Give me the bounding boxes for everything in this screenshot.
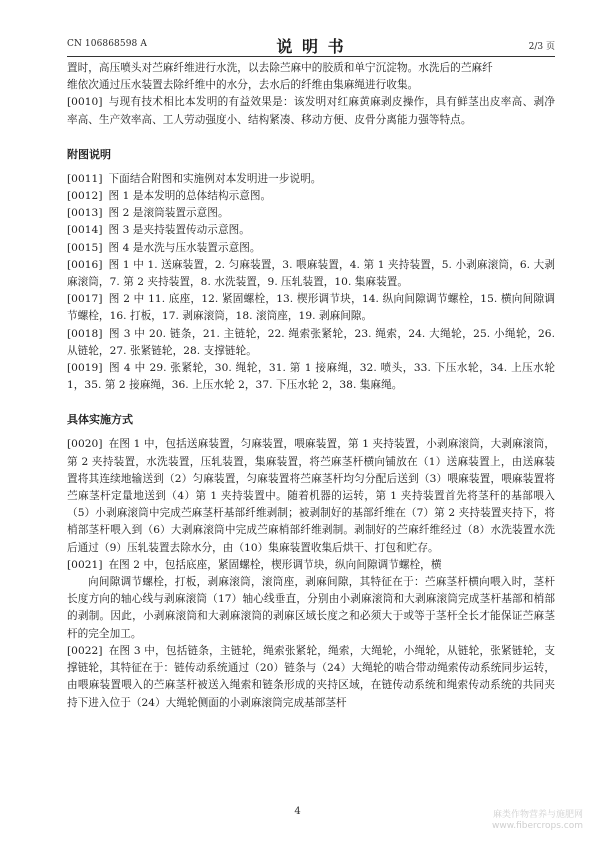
header-divider (67, 56, 555, 57)
paragraph-tag: [0013] (67, 207, 103, 220)
patent-number: CN 106868598 A (67, 39, 147, 49)
paragraph-text: 在图 2 中，包括底座，紧固螺栓，楔形调节块，纵向间隙调节螺栓，横 (108, 558, 442, 571)
paragraph-0017 (67, 291, 555, 325)
page-indicator: 2/3 页 (528, 42, 555, 52)
site-watermark (492, 810, 583, 832)
paragraph-tag: [0010] (67, 96, 103, 109)
paragraph-text: 在图 1 中，包括送麻装置，匀麻装置，喂麻装置，第 1 夹持装置，小剥麻滚筒，大剥麻滚筒，第 2 夹持装置，水洗装置，压轧装置，集麻装置，将苎麻茎杆横向铺放在（1）送麻装置上，由送麻装置将其连续地输送到（2）匀麻装置，匀麻装置将苎麻茎杆均匀分配后送到（3）喂麻装置，喂麻装置将苎麻茎杆定量地送到（4）第 1 夹持装置中。随着机器的运转，第 1 夹持装置首先将茎秆的基部喂入（5）小剥麻滚筒中完成苎麻茎杆基部纤维剥制；被剥制好的基部纤维在（7）第 2 夹持装置夹持下，将梢部茎杆喂入到（6）大剥麻滚筒中完成苎麻梢部纤维剥制。剥制好的苎麻纤维经过（8）水洗装置水洗后通过（9）压轧装置去除水分，由（10）集麻装置收集后烘干、打包和贮存。 (67, 438, 555, 554)
paragraph-text: 图 4 中 29. 张紧轮，30. 绳轮，31. 第 1 接麻绳，32. 喷头，33. 下压水轮，34. 上压水轮 1，35. 第 2 接麻绳，36. 上压水轮 2，37. 下压水轮 2，38. 集麻绳。 (67, 362, 555, 392)
paragraph-tag: [0017] (67, 293, 103, 306)
watermark-url: www.fibercrops.com (492, 821, 583, 831)
paragraph-0018 (67, 326, 555, 360)
paragraph-0011 (67, 171, 555, 188)
paragraph-0012 (67, 188, 555, 205)
paragraph-0020 (67, 436, 555, 556)
paragraph-tag: [0011] (67, 172, 103, 185)
paragraph-text: 图 3 中 20. 链条，21. 主链轮，22. 绳索张紧轮，23. 绳索，24. 大绳轮，25. 小绳轮，26. 从链轮，27. 张紧链轮，28. 支撑链轮。 (67, 327, 555, 357)
paragraph-0019 (67, 360, 555, 394)
paragraph-0022 (67, 643, 555, 712)
intro-line-1: 置时，高压喷头对苎麻纤维进行水洗，以去除苎麻中的胶质和单宁沉淀物。水洗后的苎麻纤 (67, 62, 493, 74)
page-header (67, 34, 555, 54)
paragraph-text: 图 4 是水洗与压水装置示意图。 (108, 241, 261, 254)
paragraph-text: 在图 3 中，包括链条，主链轮，绳索张紧轮，绳索，大绳轮，小绳轮，从链轮，张紧链轮，支撑链轮，其特征在于：链传动系统通过（20）链条与（24）大绳轮的啮合带动绳索传动系统同步运转，由喂麻装置喂入的苎麻茎杆被送入绳索和链条形成的夹持区域，在链传动系统和绳索传动系统的共同夹持下进入位于（24）大绳轮侧面的小剥麻滚筒完成基部茎杆 (67, 644, 555, 709)
paragraph-text: 图 3 是夹持装置传动示意图。 (108, 224, 250, 237)
paragraph-0010 (67, 94, 555, 128)
paragraph-0013 (67, 205, 555, 222)
paragraph-tag: [0019] (67, 362, 103, 375)
paragraph-text: 下面结合附图和实施例对本发明进一步说明。 (108, 172, 322, 185)
paragraph-text: 与现有技术相比本发明的有益效果是：该发明对红麻黄麻剥皮操作，具有鲜茎出皮率高、剥净率高、生产效率高、工人劳动强度小、结构紧凑、移动方便、皮骨分离能力强等特点。 (67, 96, 555, 126)
paragraph-0021-continuation: 向间隙调节螺栓，打板，剥麻滚筒，滚筒座，剥麻间隙，其特征在于：苎麻茎杆横向喂入时，茎杆长度方向的轴心线与剥麻滚筒（17）轴心线垂直，分别由小剥麻滚筒和大剥麻滚筒完成茎杆基部和梢部的剥制。因此，小剥麻滚筒和大剥麻滚筒的剥麻区域长度之和必须大于或等于茎杆全长才能保证苎麻茎杆的完全加工。 (67, 576, 555, 640)
page-number: 4 (294, 806, 301, 817)
paragraph-tag: [0012] (67, 190, 103, 203)
paragraph-tag: [0014] (67, 224, 103, 237)
paragraph-tag: [0022] (67, 644, 103, 657)
paragraph-tag: [0018] (67, 327, 103, 340)
paragraph-0021 (67, 557, 555, 574)
document-body (67, 60, 555, 712)
paragraph-text: 图 1 是本发明的总体结构示意图。 (108, 190, 272, 203)
paragraph-tag: [0020] (67, 438, 103, 451)
paragraph-text: 图 2 是滚筒装置示意图。 (108, 207, 229, 220)
paragraph-tag: [0016] (67, 258, 103, 271)
paragraph-tag: [0021] (67, 558, 103, 571)
section-heading-embodiment: 具体实施方式 (67, 413, 133, 427)
paragraph-0015 (67, 240, 555, 257)
document-title: 说 明 书 (276, 37, 346, 56)
section-heading-figures: 附图说明 (67, 147, 111, 161)
paragraph-text: 图 1 中 1. 送麻装置，2. 匀麻装置，3. 喂麻装置，4. 第 1 夹持装置，5. 小剥麻滚筒，6. 大剥麻滚筒，7. 第 2 夹持装置，8. 水洗装置，9. 压轧装置，10. 集麻装置。 (67, 258, 555, 289)
watermark-site-name: 麻类作物营养与施肥网 (492, 810, 583, 820)
paragraph-text: 图 2 中 11. 底座，12. 紧固螺栓，13. 楔形调节块，14. 纵向间隙调节螺栓，15. 横向间隙调节螺栓，16. 打板，17. 剥麻滚筒，18. 滚筒座，19. 剥麻间隙。 (67, 293, 555, 323)
paragraph-0016 (67, 257, 555, 291)
paragraph-tag: [0015] (67, 241, 103, 254)
paragraph-0014 (67, 222, 555, 239)
intro-line-2: 维依次通过压水装置去除纤维中的水分，去水后的纤维由集麻绳进行收集。 (67, 79, 419, 92)
